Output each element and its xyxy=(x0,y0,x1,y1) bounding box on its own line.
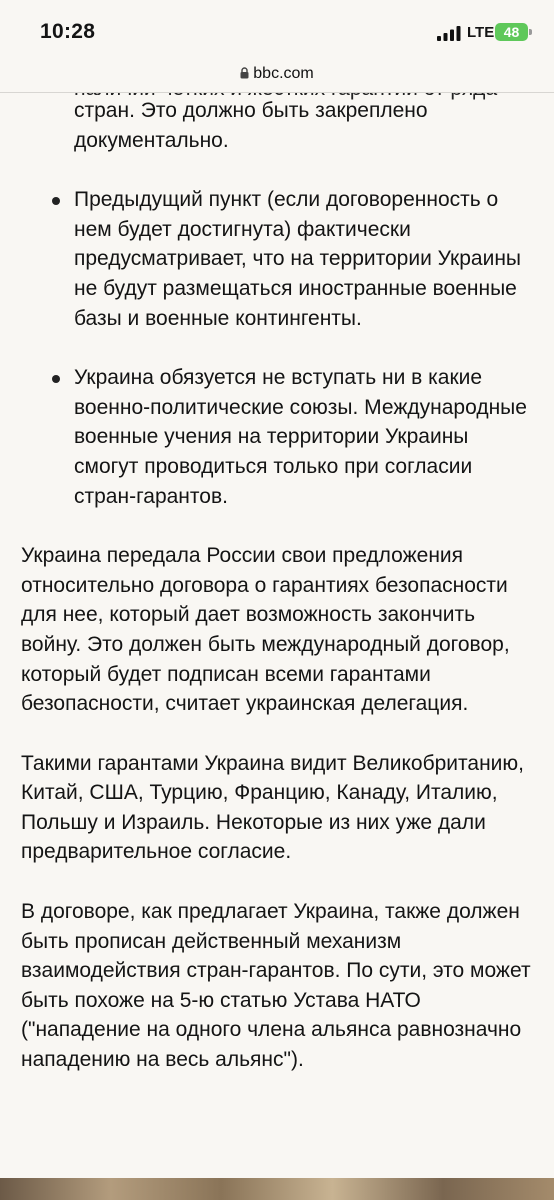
status-bar xyxy=(0,0,554,62)
status-time: 10:28 xyxy=(40,20,96,43)
network-type: LTE xyxy=(467,24,495,41)
article-body xyxy=(0,96,554,1105)
paragraph: Украина передала России свои предложения относительно договора о гарантиях безопасности для нее, который дает возможность закончить войну. Это должен быть международный договор, который будет подписан всеми гарантами безопасности, считает украинская делегация. xyxy=(21,544,510,716)
cellular-signal-icon xyxy=(437,26,461,41)
list-item: Предыдущий пункт (если договоренность о нем будет достигнута) фактически предусматривает, что на территории Украины не будут размещаться иностранные военные базы и военные контингенты. xyxy=(0,185,554,333)
url-text: bbc.com xyxy=(253,65,314,82)
address-bar[interactable] xyxy=(0,62,554,93)
lock-icon xyxy=(240,67,249,79)
bullet-continuation: стран. Это должно быть закреплено документально. xyxy=(74,99,428,152)
list-item: Украина обязуется не вступать ни в какие военно-политические союзы. Международные военные учения на территории Украины смогут проводиться только при согласии стран-гарантов. xyxy=(0,363,554,511)
battery-icon xyxy=(495,23,528,41)
bullet-list xyxy=(0,185,554,511)
battery-level: 48 xyxy=(503,24,520,40)
paragraph: В договоре, как предлагает Украина, также должен быть прописан действенный механизм взаимодействия стран-гарантов. По сути, это может быть похоже на 5-ю статью Устава НАТО ("нападение на одного члена альянса равнозначно нападению на весь альянс"). xyxy=(21,900,531,1072)
article-image-top-edge xyxy=(0,1178,554,1200)
paragraph: Такими гарантами Украина видит Великобританию, Китай, США, Турцию, Францию, Канаду, Италию, Польшу и Израиль. Некоторые из них уже дали предварительное согласие. xyxy=(21,751,524,864)
battery-cap xyxy=(529,29,532,35)
